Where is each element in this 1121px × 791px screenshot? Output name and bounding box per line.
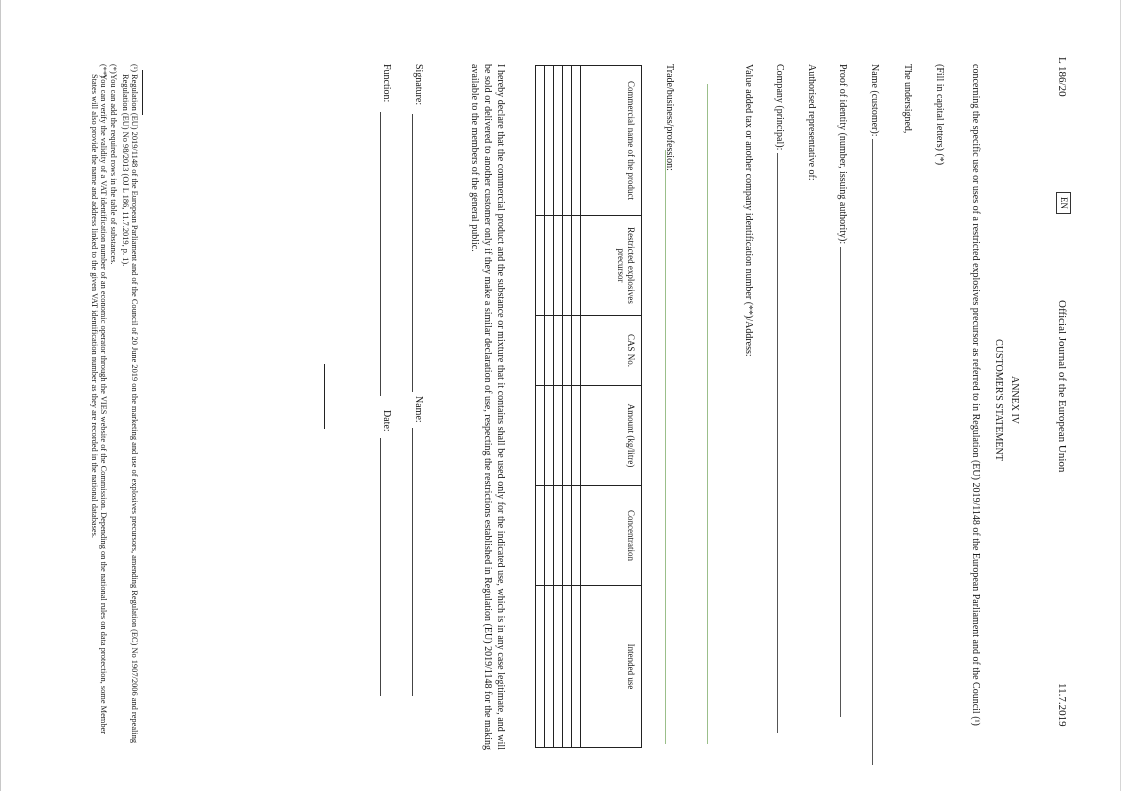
footnote-3 <box>89 64 108 748</box>
table-row <box>545 66 554 748</box>
trade-label: Trade/business/profession: <box>664 64 675 171</box>
table-cell[interactable] <box>563 66 572 216</box>
footnotes-block <box>5 50 145 750</box>
substances-table <box>535 65 642 748</box>
section-separator <box>324 364 325 429</box>
table-cell[interactable] <box>554 316 563 386</box>
annex-title: ANNEX IV <box>1009 375 1020 425</box>
undersigned-label: The undersigned, <box>902 64 913 134</box>
name-customer-line[interactable] <box>872 139 882 765</box>
table-cell[interactable] <box>545 386 554 486</box>
table-cell[interactable] <box>536 486 545 586</box>
declaration-paragraph: I hereby declare that the commercial product and the substance or mixture that it contains shall be used only for the indicated use, which is in any case legitimate, and will be sold or delivered to another customer only if they make a similar declaration of use, respecting the restrictions established in Regulation (EU) 2019/1148 for the making available to the members of the general public. <box>469 64 506 750</box>
table-cell[interactable] <box>536 66 545 216</box>
table-row <box>572 66 581 748</box>
intro-paragraph: concerning the specific use or uses of a restricted explosives precursor as referred to in Regulation (EU) 2019/1148 of the European Parliament and of the Council (¹) <box>970 64 981 726</box>
function-label: Function: <box>381 64 392 103</box>
footnote-1-marker: (¹) <box>130 64 139 73</box>
language-badge: EN <box>1056 192 1071 214</box>
table-header-row <box>581 66 642 748</box>
authorised-representative-label: Authorised representative of: <box>806 64 817 181</box>
table-cell[interactable] <box>536 216 545 316</box>
journal-title: Official Journal of the European Union <box>1056 300 1068 473</box>
table-cell[interactable] <box>572 216 581 316</box>
table-cell[interactable] <box>572 486 581 586</box>
table-cell[interactable] <box>545 586 554 748</box>
table-cell[interactable] <box>536 316 545 386</box>
table-cell[interactable] <box>572 386 581 486</box>
function-line[interactable] <box>380 112 381 396</box>
table-cell[interactable] <box>563 486 572 586</box>
statement-title: CUSTOMER'S STATEMENT <box>993 339 1004 461</box>
table-cell[interactable] <box>572 586 581 748</box>
footnote-3-text: You can verify the validity of a VAT identification number of an economic operator through the VIES website of the Commission. Depending on the national rules on data protection, some Member States will also provide the name and address linked to the given VAT identification number as they are recorded in the national databases. <box>89 74 108 735</box>
vat-label: Value added tax or another company identification number (**)/Address: <box>743 64 754 357</box>
date-label: Date: <box>381 410 392 432</box>
col-restricted-precursor: Restricted explosives precursor <box>581 216 642 316</box>
footnote-1-text: Regulation (EU) 2019/1148 of the European Parliament and of the Council of 20 June 2019 on the marketing and use of explosives precursors, amending Regulation (EC) No 1907/2006 and repealing Regulation (EU) No 98/2013 (OJ L 186, 11.7.2019, p. 1). <box>120 74 139 744</box>
table-cell[interactable] <box>563 586 572 748</box>
footnote-3-marker: (**) <box>99 64 108 78</box>
trade-line[interactable] <box>665 150 666 744</box>
table-cell[interactable] <box>554 486 563 586</box>
company-line[interactable] <box>777 153 787 733</box>
col-cas-no: CAS No. <box>581 316 642 386</box>
address-line[interactable] <box>707 84 708 744</box>
footnote-2 <box>109 64 118 748</box>
table-cell[interactable] <box>554 586 563 748</box>
table-cell[interactable] <box>554 386 563 486</box>
page-edge-left <box>0 0 1 791</box>
name-label: Name: <box>413 396 424 423</box>
table-cell[interactable] <box>545 486 554 586</box>
table-cell[interactable] <box>554 66 563 216</box>
proof-identity-label: Proof of identity (number, issuing authority): <box>837 64 848 245</box>
fill-note: (Fill in capital letters) (*) <box>934 64 945 166</box>
table-cell[interactable] <box>572 316 581 386</box>
name-line[interactable] <box>412 428 413 696</box>
table-row <box>563 66 572 748</box>
col-intended-use: Intended use <box>581 586 642 748</box>
col-amount: Amount (kg/litre) <box>581 386 642 486</box>
page-reference: L 186/20 <box>1056 57 1068 97</box>
name-customer-label: Name (customer): <box>869 64 880 137</box>
proof-identity-line[interactable] <box>840 247 850 717</box>
name-customer-field[interactable] <box>868 64 882 765</box>
footnote-2-text: You can add the required rows in the table of substances. <box>109 74 118 265</box>
table-cell[interactable] <box>563 386 572 486</box>
table-cell[interactable] <box>554 216 563 316</box>
company-label: Company (principal): <box>774 64 785 151</box>
table-cell[interactable] <box>536 586 545 748</box>
table-row <box>554 66 563 748</box>
publication-date: 11.7.2019 <box>1056 683 1068 727</box>
table-cell[interactable] <box>572 66 581 216</box>
signature-line[interactable] <box>412 114 413 392</box>
rotated-document-page <box>310 50 1075 750</box>
col-commercial-name: Commercial name of the product <box>581 66 642 216</box>
table-cell[interactable] <box>545 216 554 316</box>
date-line[interactable] <box>380 438 381 696</box>
footnote-rule <box>142 70 143 115</box>
proof-identity-field[interactable] <box>836 64 850 717</box>
company-field[interactable] <box>773 64 787 733</box>
footnote-1 <box>120 64 139 748</box>
table-cell[interactable] <box>545 316 554 386</box>
footnote-2-marker: (*) <box>109 64 118 74</box>
table-cell[interactable] <box>563 316 572 386</box>
table-row <box>536 66 545 748</box>
signature-label: Signature: <box>413 64 424 106</box>
table-cell[interactable] <box>563 216 572 316</box>
table-cell[interactable] <box>545 66 554 216</box>
table-cell[interactable] <box>536 386 545 486</box>
col-concentration: Concentration <box>581 486 642 586</box>
